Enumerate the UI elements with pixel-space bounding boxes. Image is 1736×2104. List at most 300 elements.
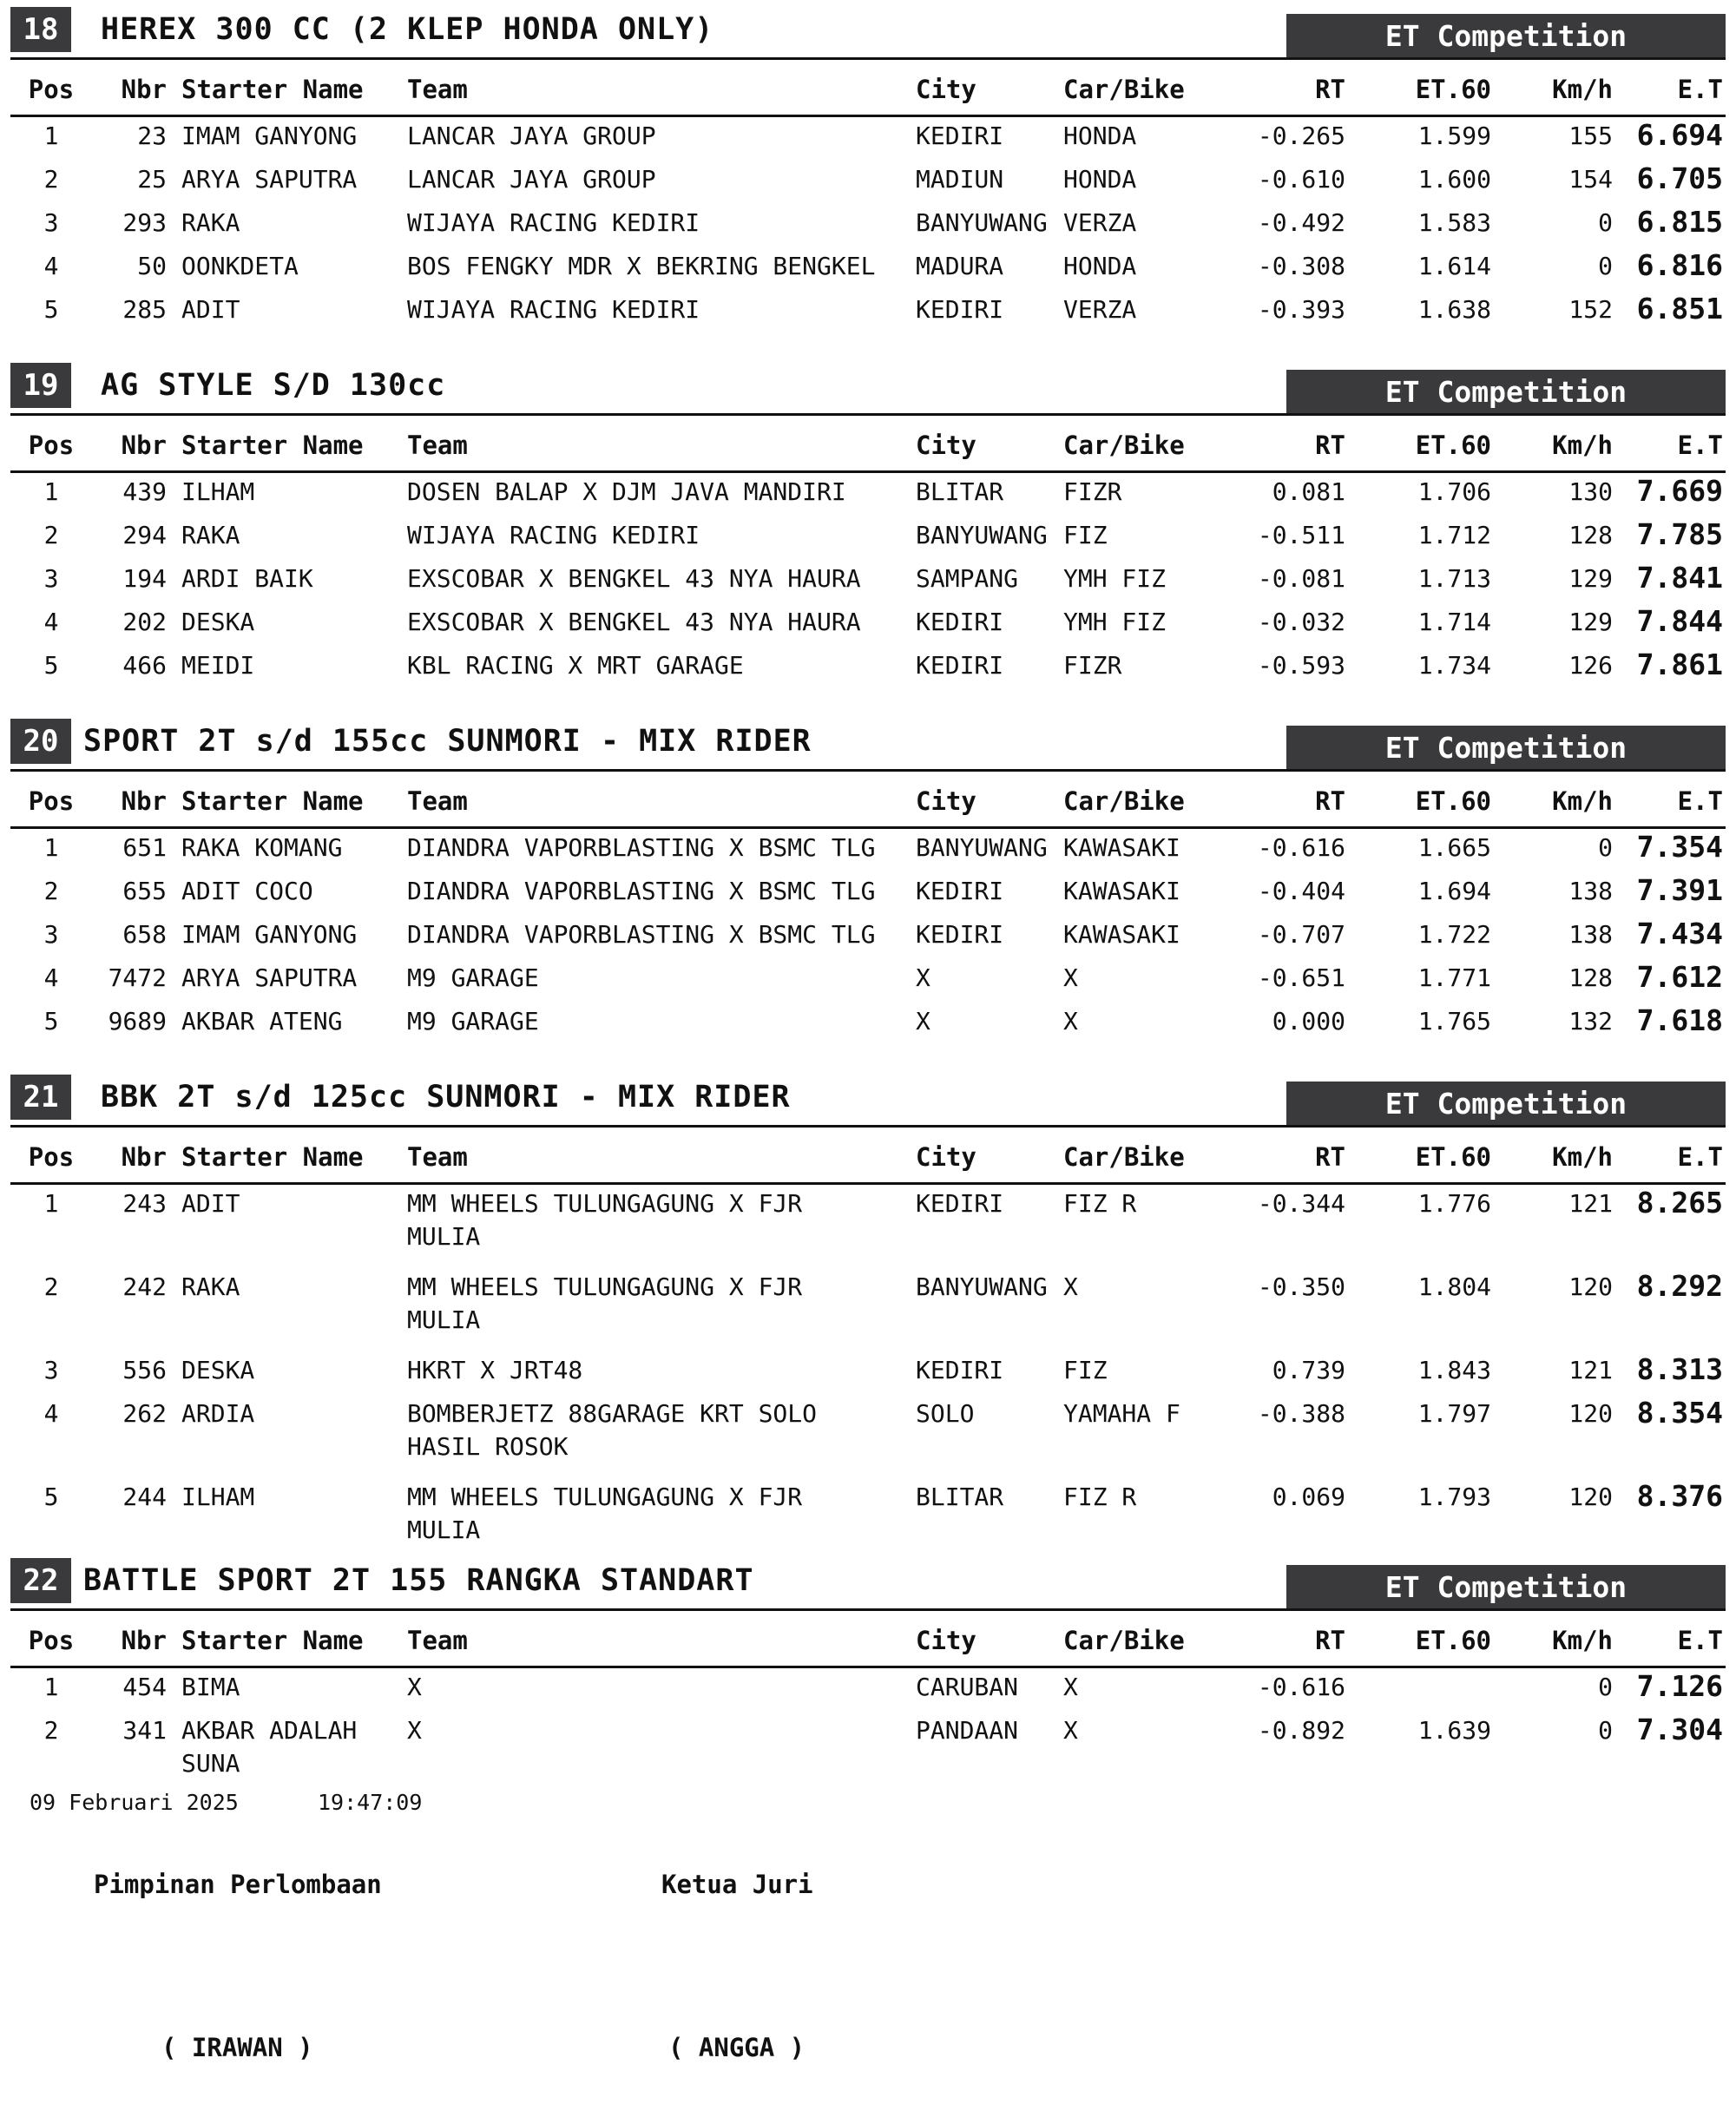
cell-et60: 1.713 xyxy=(1417,564,1491,593)
cell-kmh: 130 xyxy=(1568,477,1613,506)
cell-et: 7.434 xyxy=(1636,917,1723,950)
cell-pos: 3 xyxy=(43,1356,59,1384)
cell-pos: 4 xyxy=(43,252,59,280)
cell-city: KEDIRI xyxy=(916,1356,1004,1384)
cell-team: LANCAR JAYA GROUP xyxy=(407,122,656,150)
cell-kmh: 0 xyxy=(1598,1673,1613,1701)
cell-et: 8.354 xyxy=(1636,1396,1723,1430)
cell-city: KEDIRI xyxy=(916,122,1004,150)
cell-city: KEDIRI xyxy=(916,608,1004,636)
title-underline xyxy=(10,1608,1726,1611)
cell-et60: 1.776 xyxy=(1417,1189,1491,1218)
cell-team: WIJAYA RACING KEDIRI xyxy=(407,208,700,237)
cell-et60: 1.765 xyxy=(1417,1007,1491,1036)
cell-et: 7.861 xyxy=(1636,648,1723,681)
cell-kmh: 0 xyxy=(1598,1716,1613,1745)
cell-name: OONKDETA xyxy=(181,252,299,280)
cell-nbr: 285 xyxy=(122,295,167,324)
cell-rt: 0.000 xyxy=(1272,1007,1345,1036)
cell-city: BANYUWANG xyxy=(916,521,1048,549)
cell-rt: -0.404 xyxy=(1257,877,1345,905)
cell-et: 8.313 xyxy=(1636,1352,1723,1386)
column-header-et60: ET.60 xyxy=(1415,75,1491,104)
cell-et60: 1.804 xyxy=(1417,1272,1491,1301)
cell-pos: 4 xyxy=(43,608,59,636)
cell-team: BOS FENGKY MDR X BEKRING BENGKEL xyxy=(407,252,876,280)
cell-kmh: 154 xyxy=(1568,165,1613,194)
cell-rt: -0.032 xyxy=(1257,608,1345,636)
column-header-et: E.T xyxy=(1677,786,1723,816)
cell-name: DESKA xyxy=(181,1356,255,1384)
class-number-badge: 18 xyxy=(10,7,71,52)
cell-team: DIANDRA VAPORBLASTING X BSMC TLG xyxy=(407,877,876,905)
column-header-rt: RT xyxy=(1315,1626,1345,1655)
cell-rt: -0.388 xyxy=(1257,1399,1345,1428)
cell-rt: -0.892 xyxy=(1257,1716,1345,1745)
cell-bike: HONDA xyxy=(1063,122,1137,150)
cell-kmh: 129 xyxy=(1568,608,1613,636)
cell-bike: FIZ xyxy=(1063,521,1108,549)
cell-rt: -0.651 xyxy=(1257,963,1345,992)
cell-rt: -0.616 xyxy=(1257,1673,1345,1701)
class-number-badge: 21 xyxy=(10,1075,71,1120)
cell-bike: FIZ xyxy=(1063,1356,1108,1384)
cell-pos: 2 xyxy=(43,521,59,549)
result-row xyxy=(0,604,1736,638)
cell-name: ARYA SAPUTRA xyxy=(181,963,358,992)
cell-et: 6.694 xyxy=(1636,118,1723,152)
result-row xyxy=(0,917,1736,950)
cell-rt: -0.081 xyxy=(1257,564,1345,593)
cell-name: ADIT xyxy=(181,295,240,324)
cell-kmh: 126 xyxy=(1568,651,1613,680)
cell-bike: YAMAHA F xyxy=(1063,1399,1180,1428)
column-header-et: E.T xyxy=(1677,431,1723,460)
cell-city: KEDIRI xyxy=(916,651,1004,680)
cell-et60: 1.583 xyxy=(1417,208,1491,237)
cell-pos: 3 xyxy=(43,564,59,593)
cell-team: WIJAYA RACING KEDIRI xyxy=(407,295,700,324)
cell-bike: FIZR xyxy=(1063,651,1122,680)
column-header-kmh: Km/h xyxy=(1552,1626,1613,1655)
cell-kmh: 132 xyxy=(1568,1007,1613,1036)
cell-kmh: 121 xyxy=(1568,1189,1613,1218)
cell-city: PANDAAN xyxy=(916,1716,1019,1745)
competition-label: ET Competition xyxy=(1286,14,1726,59)
cell-bike: X xyxy=(1063,1272,1078,1301)
cell-city: KEDIRI xyxy=(916,1189,1004,1218)
cell-nbr: 556 xyxy=(122,1356,167,1384)
print-time: 19:47:09 xyxy=(318,1790,423,1815)
cell-bike: HONDA xyxy=(1063,165,1137,194)
cell-et: 6.851 xyxy=(1636,292,1723,325)
result-row xyxy=(0,1396,1736,1461)
column-header-rt: RT xyxy=(1315,75,1345,104)
result-row xyxy=(0,1352,1736,1386)
race-class-section xyxy=(0,1068,1736,1544)
cell-name: ADIT COCO xyxy=(181,877,313,905)
cell-nbr: 439 xyxy=(122,477,167,506)
column-header-et60: ET.60 xyxy=(1415,1626,1491,1655)
result-row xyxy=(0,1269,1736,1334)
title-underline xyxy=(10,1125,1726,1128)
column-header-name: Starter Name xyxy=(181,1626,364,1655)
cell-rt: -0.350 xyxy=(1257,1272,1345,1301)
class-number-badge: 19 xyxy=(10,363,71,408)
cell-name: RAKA xyxy=(181,521,240,549)
cell-name: RAKA KOMANG xyxy=(181,833,343,862)
column-header-city: City xyxy=(916,1142,976,1172)
cell-city: BANYUWANG xyxy=(916,208,1048,237)
result-row xyxy=(0,474,1736,508)
cell-nbr: 242 xyxy=(122,1272,167,1301)
cell-nbr: 454 xyxy=(122,1673,167,1701)
cell-team: KBL RACING X MRT GARAGE xyxy=(407,651,744,680)
cell-pos: 3 xyxy=(43,208,59,237)
cell-name: AKBAR ADALAH xyxy=(181,1716,358,1745)
competition-label: ET Competition xyxy=(1286,726,1726,771)
cell-kmh: 155 xyxy=(1568,122,1613,150)
column-header-nbr: Nbr xyxy=(121,431,167,460)
class-title: HEREX 300 CC (2 KLEP HONDA ONLY) xyxy=(101,12,714,47)
result-row xyxy=(0,118,1736,152)
cell-pos: 1 xyxy=(43,833,59,862)
cell-team: EXSCOBAR X BENGKEL 43 NYA HAURA xyxy=(407,608,861,636)
cell-nbr: 244 xyxy=(122,1483,167,1511)
cell-et: 7.391 xyxy=(1636,873,1723,907)
column-header-pos: Pos xyxy=(28,1142,75,1172)
cell-kmh: 128 xyxy=(1568,521,1613,549)
cell-et60: 1.793 xyxy=(1417,1483,1491,1511)
column-header-kmh: Km/h xyxy=(1552,786,1613,816)
column-header-team: Team xyxy=(407,431,468,460)
column-header-kmh: Km/h xyxy=(1552,431,1613,460)
cell-et: 7.669 xyxy=(1636,474,1723,508)
cell-kmh: 129 xyxy=(1568,564,1613,593)
cell-nbr: 50 xyxy=(137,252,167,280)
cell-city: KEDIRI xyxy=(916,295,1004,324)
cell-bike: VERZA xyxy=(1063,208,1137,237)
cell-pos: 1 xyxy=(43,122,59,150)
cell-bike: KAWASAKI xyxy=(1063,833,1180,862)
cell-bike: X xyxy=(1063,1716,1078,1745)
cell-et: 7.841 xyxy=(1636,561,1723,595)
cell-et60: 1.797 xyxy=(1417,1399,1491,1428)
cell-rt: -0.511 xyxy=(1257,521,1345,549)
header-underline xyxy=(10,1666,1726,1668)
cell-bike: X xyxy=(1063,1007,1078,1036)
cell-name: AKBAR ATENG xyxy=(181,1007,343,1036)
cell-city: SAMPANG xyxy=(916,564,1019,593)
cell-et: 7.354 xyxy=(1636,830,1723,864)
cell-bike: KAWASAKI xyxy=(1063,877,1180,905)
footer xyxy=(0,1788,1736,2101)
column-header-nbr: Nbr xyxy=(121,1142,167,1172)
cell-name: ILHAM xyxy=(181,477,255,506)
cell-kmh: 0 xyxy=(1598,208,1613,237)
race-class-section xyxy=(0,0,1736,347)
header-underline xyxy=(10,1182,1726,1185)
column-header-city: City xyxy=(916,75,976,104)
cell-nbr: 202 xyxy=(122,608,167,636)
column-header-kmh: Km/h xyxy=(1552,1142,1613,1172)
cell-team: LANCAR JAYA GROUP xyxy=(407,165,656,194)
title-underline xyxy=(10,769,1726,772)
result-row xyxy=(0,248,1736,282)
class-title: SPORT 2T s/d 155cc SUNMORI - MIX RIDER xyxy=(83,724,812,759)
column-header-team: Team xyxy=(407,786,468,816)
cell-kmh: 138 xyxy=(1568,877,1613,905)
cell-pos: 5 xyxy=(43,651,59,680)
cell-rt: -0.616 xyxy=(1257,833,1345,862)
cell-et: 7.304 xyxy=(1636,1713,1723,1746)
column-header-name: Starter Name xyxy=(181,786,364,816)
race-class-section xyxy=(0,712,1736,1059)
cell-name: RAKA xyxy=(181,1272,240,1301)
cell-name: ADIT xyxy=(181,1189,240,1218)
cell-team: EXSCOBAR X BENGKEL 43 NYA HAURA xyxy=(407,564,861,593)
cell-et60: 1.599 xyxy=(1417,122,1491,150)
cell-team: MM WHEELS TULUNGAGUNG X FJR xyxy=(407,1272,803,1301)
result-row xyxy=(0,960,1736,994)
cell-bike: YMH FIZ xyxy=(1063,564,1167,593)
header-underline xyxy=(10,826,1726,829)
cell-kmh: 138 xyxy=(1568,920,1613,949)
cell-kmh: 120 xyxy=(1568,1272,1613,1301)
cell-rt: -0.610 xyxy=(1257,165,1345,194)
cell-team: BOMBERJETZ 88GARAGE KRT SOLO xyxy=(407,1399,818,1428)
column-header-team: Team xyxy=(407,1142,468,1172)
column-header-rt: RT xyxy=(1315,786,1345,816)
cell-name: BIMA xyxy=(181,1673,240,1701)
column-header-nbr: Nbr xyxy=(121,786,167,816)
cell-nbr: 7472 xyxy=(108,963,167,992)
cell-kmh: 152 xyxy=(1568,295,1613,324)
cell-rt: -0.707 xyxy=(1257,920,1345,949)
column-header-pos: Pos xyxy=(28,75,75,104)
cell-nbr: 262 xyxy=(122,1399,167,1428)
result-row xyxy=(0,873,1736,907)
column-header-city: City xyxy=(916,786,976,816)
class-title: BATTLE SPORT 2T 155 RANGKA STANDART xyxy=(83,1563,754,1598)
cell-et60: 1.712 xyxy=(1417,521,1491,549)
result-row xyxy=(0,1669,1736,1703)
cell-team-line2: HASIL ROSOK xyxy=(407,1432,569,1461)
column-header-nbr: Nbr xyxy=(121,1626,167,1655)
cell-rt: 0.069 xyxy=(1272,1483,1345,1511)
cell-et: 6.815 xyxy=(1636,205,1723,239)
result-row xyxy=(0,1003,1736,1037)
cell-name: RAKA xyxy=(181,208,240,237)
cell-pos: 1 xyxy=(43,477,59,506)
cell-name: ARDI BAIK xyxy=(181,564,313,593)
class-number-badge: 20 xyxy=(10,719,71,764)
competition-label: ET Competition xyxy=(1286,1082,1726,1127)
cell-team: M9 GARAGE xyxy=(407,1007,539,1036)
cell-bike: FIZR xyxy=(1063,477,1122,506)
column-header-et: E.T xyxy=(1677,1142,1723,1172)
cell-bike: VERZA xyxy=(1063,295,1137,324)
cell-name: MEIDI xyxy=(181,651,255,680)
cell-kmh: 0 xyxy=(1598,833,1613,862)
cell-bike: KAWASAKI xyxy=(1063,920,1180,949)
column-header-team: Team xyxy=(407,75,468,104)
cell-team: X xyxy=(407,1716,422,1745)
cell-et: 8.292 xyxy=(1636,1269,1723,1303)
cell-et60: 1.843 xyxy=(1417,1356,1491,1384)
class-title: AG STYLE S/D 130cc xyxy=(101,368,446,403)
cell-team: MM WHEELS TULUNGAGUNG X FJR xyxy=(407,1483,803,1511)
column-header-nbr: Nbr xyxy=(121,75,167,104)
column-header-et60: ET.60 xyxy=(1415,431,1491,460)
cell-team: DOSEN BALAP X DJM JAVA MANDIRI xyxy=(407,477,846,506)
column-header-bike: Car/Bike xyxy=(1063,431,1185,460)
result-row xyxy=(0,517,1736,551)
cell-et60: 1.639 xyxy=(1417,1716,1491,1745)
column-header-name: Starter Name xyxy=(181,1142,364,1172)
cell-pos: 5 xyxy=(43,295,59,324)
cell-city: X xyxy=(916,1007,930,1036)
cell-nbr: 194 xyxy=(122,564,167,593)
cell-et60: 1.706 xyxy=(1417,477,1491,506)
cell-bike: FIZ R xyxy=(1063,1483,1137,1511)
column-header-city: City xyxy=(916,431,976,460)
cell-city: BANYUWANG xyxy=(916,833,1048,862)
cell-kmh: 128 xyxy=(1568,963,1613,992)
column-header-kmh: Km/h xyxy=(1552,75,1613,104)
cell-bike: X xyxy=(1063,1673,1078,1701)
cell-et: 7.618 xyxy=(1636,1003,1723,1037)
column-header-et60: ET.60 xyxy=(1415,786,1491,816)
cell-name: ARYA SAPUTRA xyxy=(181,165,358,194)
column-header-bike: Car/Bike xyxy=(1063,786,1185,816)
cell-team: DIANDRA VAPORBLASTING X BSMC TLG xyxy=(407,833,876,862)
cell-pos: 1 xyxy=(43,1673,59,1701)
result-row xyxy=(0,1479,1736,1544)
cell-team: DIANDRA VAPORBLASTING X BSMC TLG xyxy=(407,920,876,949)
cell-city: MADURA xyxy=(916,252,1004,280)
cell-pos: 5 xyxy=(43,1007,59,1036)
cell-rt: 0.081 xyxy=(1272,477,1345,506)
result-row xyxy=(0,161,1736,195)
result-row xyxy=(0,292,1736,325)
column-header-rt: RT xyxy=(1315,431,1345,460)
signatory-left-title: Pimpinan Perlombaan xyxy=(94,1870,382,1899)
cell-team: MM WHEELS TULUNGAGUNG X FJR xyxy=(407,1189,803,1218)
header-underline xyxy=(10,115,1726,117)
class-number-badge: 22 xyxy=(10,1558,71,1603)
cell-name: ILHAM xyxy=(181,1483,255,1511)
cell-city: KEDIRI xyxy=(916,920,1004,949)
result-row xyxy=(0,648,1736,681)
column-header-pos: Pos xyxy=(28,431,75,460)
cell-kmh: 120 xyxy=(1568,1399,1613,1428)
cell-team: X xyxy=(407,1673,422,1701)
column-header-bike: Car/Bike xyxy=(1063,1142,1185,1172)
cell-team-line2: MULIA xyxy=(407,1516,481,1544)
column-header-name: Starter Name xyxy=(181,431,364,460)
cell-pos: 5 xyxy=(43,1483,59,1511)
result-row xyxy=(0,1713,1736,1778)
class-title: BBK 2T s/d 125cc SUNMORI - MIX RIDER xyxy=(101,1080,791,1114)
cell-city: CARUBAN xyxy=(916,1673,1019,1701)
signatory-right-title: Ketua Juri xyxy=(661,1870,813,1899)
column-header-bike: Car/Bike xyxy=(1063,75,1185,104)
cell-bike: FIZ R xyxy=(1063,1189,1137,1218)
cell-bike: X xyxy=(1063,963,1078,992)
signatory-right-name: ( ANGGA ) xyxy=(668,2033,806,2062)
cell-city: X xyxy=(916,963,930,992)
cell-pos: 1 xyxy=(43,1189,59,1218)
title-underline xyxy=(10,57,1726,60)
column-header-rt: RT xyxy=(1315,1142,1345,1172)
column-header-city: City xyxy=(916,1626,976,1655)
cell-kmh: 120 xyxy=(1568,1483,1613,1511)
cell-et: 6.705 xyxy=(1636,161,1723,195)
cell-team-line2: MULIA xyxy=(407,1305,481,1334)
cell-nbr: 294 xyxy=(122,521,167,549)
cell-name-line2: SUNA xyxy=(181,1749,240,1778)
cell-rt: -0.393 xyxy=(1257,295,1345,324)
column-header-pos: Pos xyxy=(28,1626,75,1655)
cell-et: 7.126 xyxy=(1636,1669,1723,1703)
cell-et60: 1.665 xyxy=(1417,833,1491,862)
column-header-bike: Car/Bike xyxy=(1063,1626,1185,1655)
cell-et60: 1.714 xyxy=(1417,608,1491,636)
cell-city: BANYUWANG xyxy=(916,1272,1048,1301)
cell-city: MADIUN xyxy=(916,165,1004,194)
cell-nbr: 341 xyxy=(122,1716,167,1745)
cell-nbr: 658 xyxy=(122,920,167,949)
cell-nbr: 9689 xyxy=(108,1007,167,1036)
column-header-et60: ET.60 xyxy=(1415,1142,1491,1172)
cell-rt: -0.593 xyxy=(1257,651,1345,680)
cell-name: IMAM GANYONG xyxy=(181,920,358,949)
cell-rt: -0.492 xyxy=(1257,208,1345,237)
result-row xyxy=(0,1186,1736,1251)
cell-et60: 1.638 xyxy=(1417,295,1491,324)
cell-et: 6.816 xyxy=(1636,248,1723,282)
cell-team: HKRT X JRT48 xyxy=(407,1356,583,1384)
cell-et60: 1.614 xyxy=(1417,252,1491,280)
cell-bike: HONDA xyxy=(1063,252,1137,280)
column-header-et: E.T xyxy=(1677,1626,1723,1655)
cell-pos: 3 xyxy=(43,920,59,949)
competition-label: ET Competition xyxy=(1286,370,1726,415)
cell-name: ARDIA xyxy=(181,1399,255,1428)
header-underline xyxy=(10,470,1726,473)
cell-nbr: 466 xyxy=(122,651,167,680)
cell-city: BLITAR xyxy=(916,477,1004,506)
cell-et: 8.376 xyxy=(1636,1479,1723,1513)
cell-team: WIJAYA RACING KEDIRI xyxy=(407,521,700,549)
cell-kmh: 0 xyxy=(1598,252,1613,280)
cell-pos: 2 xyxy=(43,1716,59,1745)
cell-nbr: 23 xyxy=(137,122,167,150)
cell-city: SOLO xyxy=(916,1399,975,1428)
cell-pos: 2 xyxy=(43,877,59,905)
cell-et60: 1.694 xyxy=(1417,877,1491,905)
column-header-pos: Pos xyxy=(28,786,75,816)
cell-nbr: 243 xyxy=(122,1189,167,1218)
column-header-team: Team xyxy=(407,1626,468,1655)
cell-et60: 1.734 xyxy=(1417,651,1491,680)
cell-et: 7.785 xyxy=(1636,517,1723,551)
cell-city: KEDIRI xyxy=(916,877,1004,905)
cell-pos: 2 xyxy=(43,165,59,194)
cell-team-line2: MULIA xyxy=(407,1222,481,1251)
cell-rt: -0.308 xyxy=(1257,252,1345,280)
